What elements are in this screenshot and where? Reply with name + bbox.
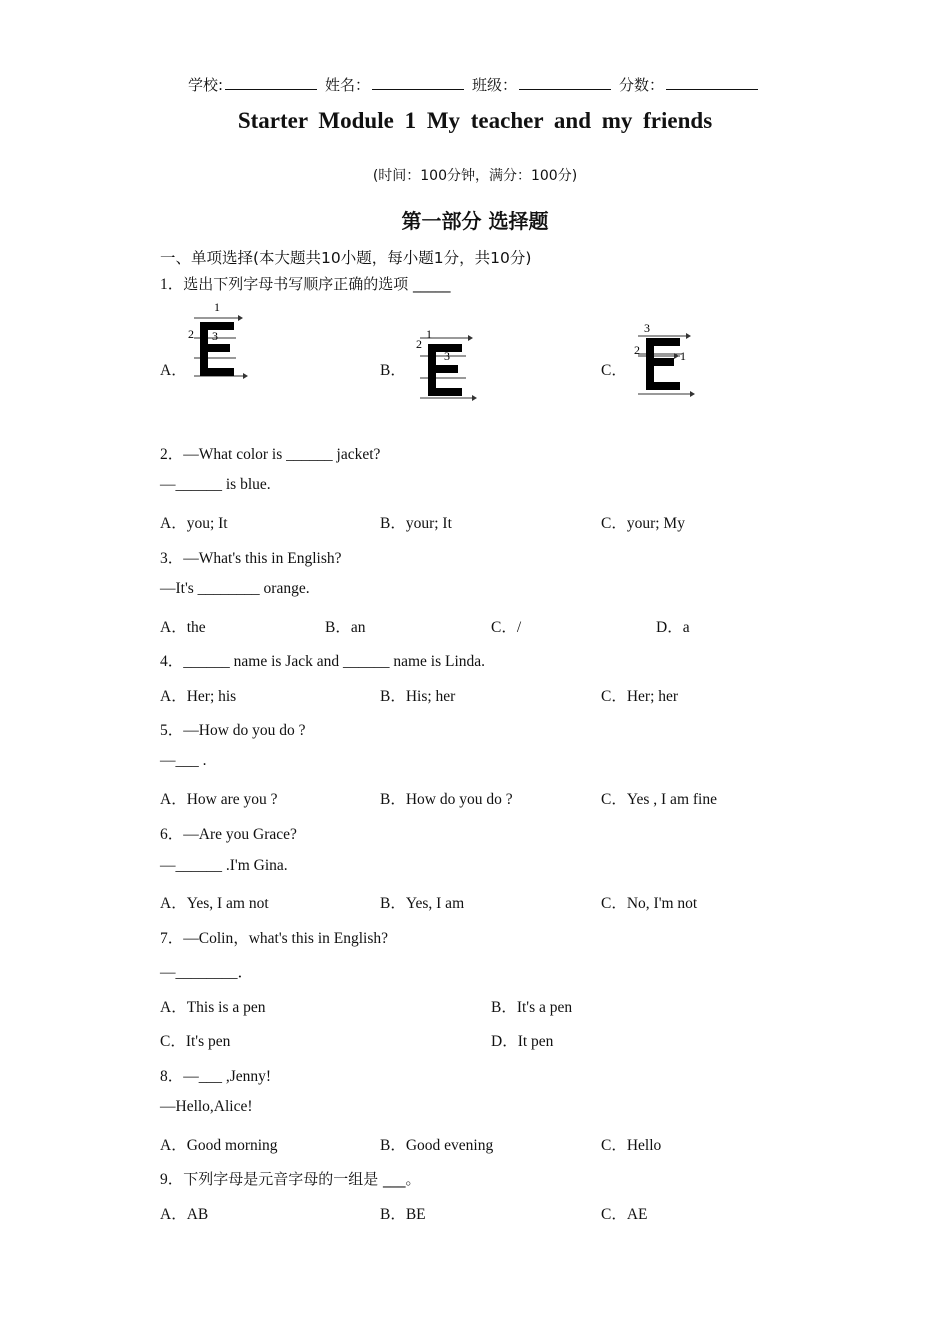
option-b[interactable]: B．BE	[380, 1206, 426, 1223]
option-a[interactable]: A．Yes, I am not	[160, 895, 269, 912]
question-number: 2．	[160, 446, 184, 463]
score-label: 分数：	[619, 76, 665, 94]
class-blank[interactable]	[519, 77, 611, 90]
option-b[interactable]: B．It's a pen	[491, 999, 573, 1016]
score-blank[interactable]	[666, 77, 758, 90]
q1-option-a-label[interactable]: A．	[160, 362, 187, 379]
question-1	[160, 272, 451, 294]
question-number: 1．	[160, 276, 184, 293]
option-a[interactable]: A．Good morning	[160, 1137, 278, 1154]
option-a[interactable]: A．This is a pen	[160, 999, 266, 1016]
stroke-label: 2	[188, 327, 194, 341]
option-c[interactable]: C．your; My	[601, 515, 685, 532]
option-c[interactable]: C．/	[491, 619, 522, 636]
question-5	[160, 718, 306, 740]
option-a[interactable]: A．Her; his	[160, 688, 237, 705]
letter-e-stroke-order-c-figure	[630, 320, 700, 400]
q1-option-b-label[interactable]: B．	[380, 362, 406, 379]
question-number: 9．	[160, 1171, 184, 1188]
question-8	[160, 1064, 271, 1086]
answer-line: —It's ________ orange.	[160, 580, 310, 597]
option-a[interactable]: A．AB	[160, 1206, 209, 1223]
question-number: 4．	[160, 653, 184, 670]
q1-option-c-label[interactable]: C．	[601, 362, 627, 379]
question-number: 8．	[160, 1068, 184, 1085]
stroke-label: 1	[214, 300, 220, 314]
option-c[interactable]: C．AE	[601, 1206, 648, 1223]
question-stem: —___ ,Jenny!	[183, 1068, 272, 1085]
stroke-label: 1	[426, 327, 432, 341]
option-d[interactable]: D．It pen	[491, 1033, 554, 1050]
option-c[interactable]: C．Her; her	[601, 688, 679, 705]
option-a[interactable]: A．you; It	[160, 515, 228, 532]
stroke-label: 3	[444, 349, 450, 363]
section-heading: 一、单项选择(本大题共10小题，每小题1分，共10分)	[160, 249, 532, 267]
option-b[interactable]: B．Good evening	[380, 1137, 494, 1154]
class-label: 班级：	[472, 76, 518, 94]
answer-line: —Hello,Alice!	[160, 1098, 253, 1115]
exam-time-note: (时间：100分钟，满分：100分)	[372, 168, 578, 184]
question-stem: —What's this in English?	[183, 550, 342, 567]
name-label: 姓名：	[325, 76, 371, 94]
question-3	[160, 546, 341, 568]
stroke-label: 3	[644, 321, 650, 335]
option-b[interactable]: B．Yes, I am	[380, 895, 465, 912]
question-7	[160, 926, 388, 948]
option-c[interactable]: C．Yes , I am fine	[601, 791, 717, 808]
question-number: 7．	[160, 930, 184, 947]
page-title: Starter Module 1 My teacher and my friends	[237, 108, 713, 133]
option-a[interactable]: A．the	[160, 619, 206, 636]
question-4	[160, 649, 485, 671]
question-stem: 选出下列字母书写顺序正确的选项 _____	[183, 275, 451, 293]
answer-line: —______ .I'm Gina.	[160, 857, 288, 874]
answer-line: —________．	[160, 964, 254, 981]
question-stem: ______ name is Jack and ______ name is Linda.	[183, 653, 486, 670]
school-label: 学校:	[187, 76, 223, 94]
option-c[interactable]: C．It's pen	[160, 1033, 231, 1050]
letter-e-stroke-order-a-figure	[188, 300, 258, 390]
option-a[interactable]: A．How are you ?	[160, 791, 278, 808]
part-title: 第一部分 选择题	[401, 209, 549, 233]
stroke-label: 2	[416, 337, 422, 351]
question-stem: —How do you do ?	[183, 722, 306, 739]
option-b[interactable]: B．your; It	[380, 515, 452, 532]
answer-line: —______ is blue.	[160, 476, 271, 493]
question-stem: —Colin，what's this in English?	[183, 930, 388, 947]
option-b[interactable]: B．His; her	[380, 688, 456, 705]
option-d[interactable]: D．a	[656, 619, 690, 636]
option-c[interactable]: C．No, I'm not	[601, 895, 698, 912]
question-number: 6．	[160, 826, 184, 843]
option-c[interactable]: C．Hello	[601, 1137, 662, 1154]
question-2	[160, 442, 380, 464]
question-stem: —Are you Grace?	[183, 826, 297, 843]
question-stem: 下列字母是元音字母的一组是 ___。	[183, 1170, 421, 1188]
question-9	[160, 1167, 421, 1189]
option-b[interactable]: B．How do you do ?	[380, 791, 513, 808]
question-number: 5．	[160, 722, 184, 739]
letter-e-stroke-order-b-figure	[410, 326, 480, 406]
name-blank[interactable]	[372, 77, 464, 90]
stroke-label: 3	[212, 329, 218, 343]
question-6	[160, 822, 297, 844]
answer-line: —___ .	[160, 752, 207, 769]
option-b[interactable]: B．an	[325, 619, 366, 636]
question-number: 3．	[160, 550, 184, 567]
school-blank[interactable]	[225, 77, 317, 90]
question-stem: —What color is ______ jacket?	[183, 446, 381, 463]
student-info-line	[0, 74, 950, 95]
stroke-label: 1	[680, 349, 686, 363]
stroke-label: 2	[634, 343, 640, 357]
